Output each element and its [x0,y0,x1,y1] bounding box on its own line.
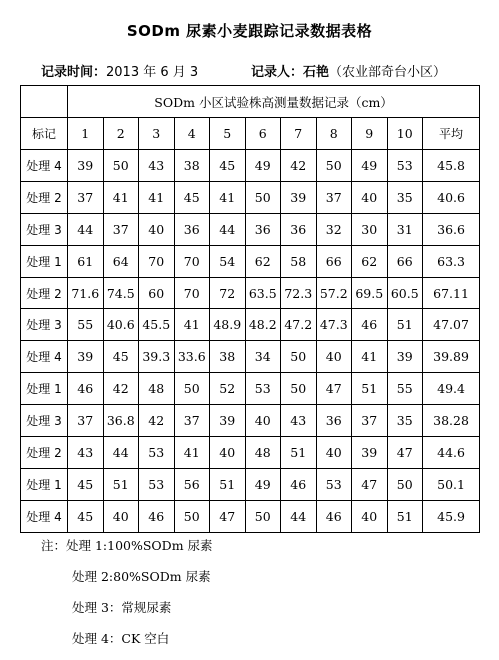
table-cell: 45 [103,341,139,373]
table-row [21,341,480,373]
column-header: 5 [210,118,246,150]
caption-row [21,86,480,118]
table-cell: 41 [103,181,139,213]
table-cell: 54 [210,245,246,277]
table-cell: 33.6 [174,341,210,373]
column-header: 4 [174,118,210,150]
table-cell: 43 [68,437,104,469]
row-average: 47.07 [423,309,480,341]
table-cell: 40.6 [103,309,139,341]
table-cell: 53 [139,437,175,469]
table-cell: 53 [245,373,281,405]
column-header: 10 [387,118,423,150]
row-average: 40.6 [423,181,480,213]
table-cell: 74.5 [103,277,139,309]
row-label: 处理 2 [21,181,68,213]
table-cell: 58 [281,245,317,277]
table-cell: 39 [281,181,317,213]
table-cell: 42 [281,150,317,182]
row-label: 处理 3 [21,213,68,245]
table-cell: 57.2 [316,277,352,309]
table-cell: 62 [352,245,388,277]
table-cell: 50 [281,341,317,373]
table-cell: 72.3 [281,277,317,309]
table-cell: 55 [68,309,104,341]
data-table [20,85,480,533]
record-date [41,61,198,80]
table-cell: 47.2 [281,309,317,341]
table-cell: 50 [245,181,281,213]
table-cell: 35 [387,405,423,437]
table-row [21,437,480,469]
table-cell: 51 [210,468,246,500]
table-cell: 47 [316,373,352,405]
corner-cell [21,86,68,118]
table-cell: 66 [316,245,352,277]
table-cell: 52 [210,373,246,405]
table-cell: 50 [174,373,210,405]
table-row [21,500,480,532]
table-cell: 44 [281,500,317,532]
row-average: 67.11 [423,277,480,309]
table-cell: 51 [387,309,423,341]
table-cell: 69.5 [352,277,388,309]
table-cell: 70 [139,245,175,277]
row-label: 处理 2 [21,277,68,309]
table-row [21,245,480,277]
table-cell: 39.3 [139,341,175,373]
table-cell: 47 [352,468,388,500]
row-average: 36.6 [423,213,480,245]
row-average: 45.9 [423,500,480,532]
table-row [21,181,480,213]
table-cell: 48 [245,437,281,469]
row-label: 处理 4 [21,500,68,532]
column-header: 2 [103,118,139,150]
table-cell: 40 [103,500,139,532]
table-row [21,405,480,437]
table-cell: 46 [281,468,317,500]
table-cell: 40 [316,437,352,469]
table-cell: 66 [387,245,423,277]
table-cell: 45 [68,500,104,532]
column-header: 3 [139,118,175,150]
table-cell: 51 [352,373,388,405]
recorder-label: 记录人： [251,65,304,80]
table-cell: 34 [245,341,281,373]
table-cell: 46 [352,309,388,341]
recorder [251,61,446,80]
table-cell: 40 [210,437,246,469]
table-cell: 50 [103,150,139,182]
table-cell: 45.5 [139,309,175,341]
table-cell: 39 [387,341,423,373]
table-cell: 48.2 [245,309,281,341]
table-row [21,150,480,182]
row-average: 50.1 [423,468,480,500]
table-cell: 48.9 [210,309,246,341]
column-header: 6 [245,118,281,150]
table-cell: 45 [174,181,210,213]
table-cell: 38 [210,341,246,373]
table-cell: 53 [387,150,423,182]
table-cell: 56 [174,468,210,500]
table-cell: 37 [174,405,210,437]
row-average: 39.89 [423,341,480,373]
recorder-org: （农业部奇台小区） [329,65,447,80]
note-line: 注：处理 1:100%SODm 尿素 [41,538,213,553]
table-cell: 46 [68,373,104,405]
table-cell: 36 [316,405,352,437]
row-label: 处理 1 [21,468,68,500]
table-cell: 40 [139,213,175,245]
table-cell: 70 [174,277,210,309]
table-cell: 35 [387,181,423,213]
table-cell: 37 [316,181,352,213]
table-cell: 37 [103,213,139,245]
table-cell: 55 [387,373,423,405]
table-cell: 37 [68,181,104,213]
table-cell: 45 [68,468,104,500]
column-header: 1 [68,118,104,150]
table-cell: 40 [245,405,281,437]
row-average: 49.4 [423,373,480,405]
table-cell: 47 [210,500,246,532]
recorder-name: 石艳 [303,65,330,80]
table-cell: 50 [245,500,281,532]
table-cell: 42 [103,373,139,405]
table-cell: 39 [68,150,104,182]
table-cell: 39 [352,437,388,469]
table-cell: 64 [103,245,139,277]
table-cell: 50 [387,468,423,500]
table-cell: 51 [387,500,423,532]
row-average: 44.6 [423,437,480,469]
row-label: 处理 3 [21,405,68,437]
table-cell: 60 [139,277,175,309]
table-cell: 31 [387,213,423,245]
table-cell: 47.3 [316,309,352,341]
column-header: 8 [316,118,352,150]
table-cell: 41 [174,437,210,469]
table-cell: 36.8 [103,405,139,437]
table-cell: 61 [68,245,104,277]
table-cell: 51 [103,468,139,500]
table-cell: 36 [174,213,210,245]
header-row [21,118,480,150]
record-date-label: 记录时间： [41,65,107,80]
note-line: 处理 4：CK 空白 [72,631,170,646]
table-cell: 44 [103,437,139,469]
table-cell: 49 [245,150,281,182]
table-row [21,277,480,309]
row-label: 处理 1 [21,373,68,405]
row-label: 处理 1 [21,245,68,277]
table-cell: 38 [174,150,210,182]
table-cell: 50 [316,150,352,182]
table-cell: 41 [210,181,246,213]
table-cell: 37 [68,405,104,437]
table-cell: 50 [174,500,210,532]
table-cell: 49 [245,468,281,500]
table-cell: 36 [281,213,317,245]
table-cell: 43 [139,150,175,182]
table-cell: 39 [68,341,104,373]
table-cell: 46 [316,500,352,532]
row-label: 处理 2 [21,437,68,469]
table-row [21,213,480,245]
table-row [21,309,480,341]
row-label: 处理 3 [21,309,68,341]
table-row [21,468,480,500]
table-row [21,373,480,405]
row-label: 处理 4 [21,150,68,182]
table-cell: 39 [210,405,246,437]
table-cell: 40 [352,500,388,532]
note-line: 处理 3：常规尿素 [72,600,172,615]
table-cell: 36 [245,213,281,245]
row-average: 38.28 [423,405,480,437]
table-cell: 49 [352,150,388,182]
average-header: 平均 [423,118,480,150]
row-average: 45.8 [423,150,480,182]
table-cell: 44 [210,213,246,245]
table-cell: 51 [281,437,317,469]
table-cell: 53 [139,468,175,500]
table-cell: 63.5 [245,277,281,309]
table-cell: 62 [245,245,281,277]
record-date-value: 2013 年 6 月 3 [106,65,199,80]
table-cell: 44 [68,213,104,245]
table-caption: SODm 小区试验株高测量数据记录（cm） [68,86,480,118]
row-average: 63.3 [423,245,480,277]
table-cell: 70 [174,245,210,277]
table-cell: 42 [139,405,175,437]
table-cell: 37 [352,405,388,437]
table-cell: 53 [316,468,352,500]
table-cell: 40 [352,181,388,213]
table-cell: 41 [174,309,210,341]
table-cell: 41 [352,341,388,373]
header-label: 标记 [21,118,68,150]
table-cell: 41 [139,181,175,213]
table-cell: 32 [316,213,352,245]
table-cell: 45 [210,150,246,182]
table-cell: 72 [210,277,246,309]
column-header: 7 [281,118,317,150]
table-cell: 30 [352,213,388,245]
document-title: SODm 尿素小麦跟踪记录数据表格 [126,22,373,40]
table-cell: 71.6 [68,277,104,309]
table-cell: 43 [281,405,317,437]
note-line: 处理 2:80%SODm 尿素 [72,569,211,584]
table-cell: 60.5 [387,277,423,309]
table-cell: 40 [316,341,352,373]
row-label: 处理 4 [21,341,68,373]
table-cell: 48 [139,373,175,405]
column-header: 9 [352,118,388,150]
table-cell: 47 [387,437,423,469]
table-cell: 46 [139,500,175,532]
table-cell: 50 [281,373,317,405]
